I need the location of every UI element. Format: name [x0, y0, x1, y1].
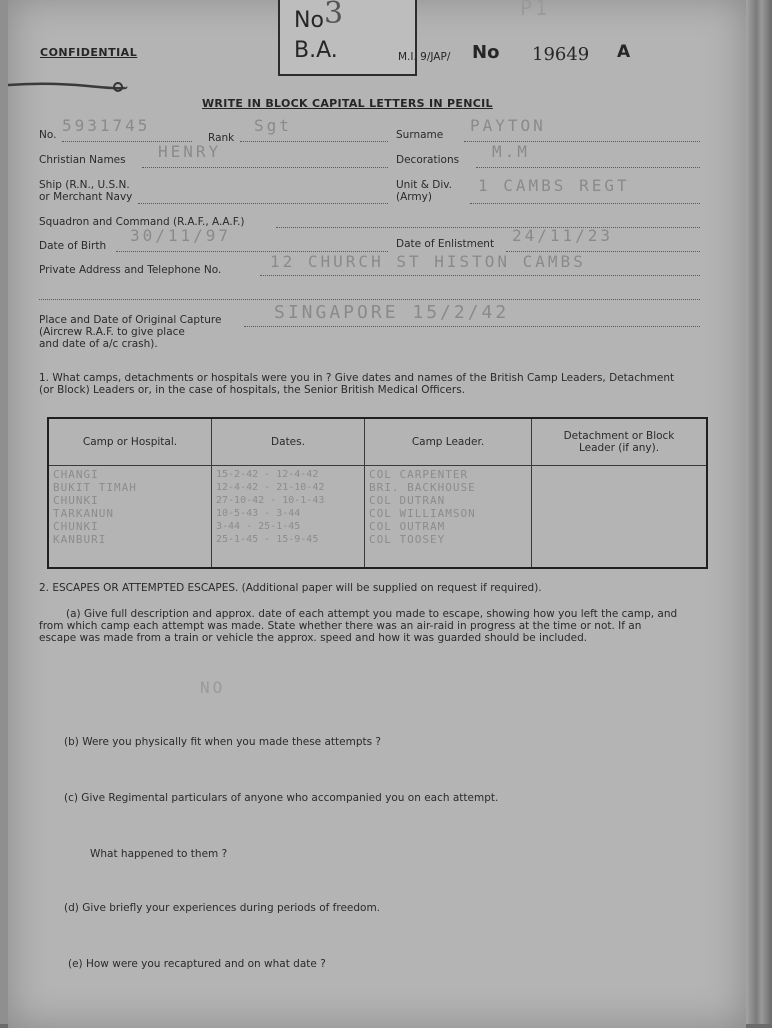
decorations-label: Decorations: [396, 154, 460, 166]
q2d-text: (d) Give briefly your experiences during periods of freedom.: [64, 902, 381, 914]
col-dates: Dates.: [212, 418, 365, 466]
camps-table-header: [48, 418, 707, 466]
capture-value: SINGAPORE 15/2/42: [274, 302, 510, 323]
instruction-heading: WRITE IN BLOCK CAPITAL LETTERS IN PENCIL: [202, 97, 493, 110]
camps-table: [47, 417, 708, 569]
stacked-pages-edge: [746, 0, 772, 1024]
unit-label-line1: Unit & Div.: [396, 179, 452, 191]
leader-row-2: BRI. BACKHOUSE: [369, 481, 476, 494]
stamp-number: 3: [324, 0, 344, 31]
dob-value: 30/11/97: [130, 226, 232, 245]
serial-number: 19649: [532, 44, 590, 65]
leader-row-3: COL DUTRAN: [369, 494, 446, 507]
col-camp: Camp or Hospital.: [48, 418, 212, 466]
leader-row-1: COL CARPENTER: [369, 468, 469, 481]
rank-value: Sgt: [254, 116, 292, 135]
col-detachment-leader-line1: Detachment or Block: [563, 430, 675, 442]
pencil-mark-top: P1: [520, 0, 551, 20]
file-stamp: [278, 0, 417, 76]
q2a-line1: (a) Give full description and approx. date of each attempt you made to escape, showing how you left the camp, and: [66, 608, 678, 620]
christian-names-value: HENRY: [158, 142, 222, 161]
decorations-value: M.M: [492, 142, 530, 161]
dates-row-6: 25-1-45 - 15-9-45: [216, 534, 319, 545]
ship-label-line2: or Merchant Navy: [39, 191, 133, 203]
camp-row-4: TARKANUN: [53, 507, 114, 520]
leader-row-4: COL WILLIAMSON: [369, 507, 476, 520]
dates-row-5: 3-44 - 25-1-45: [216, 521, 301, 532]
detachment-cell: [532, 466, 708, 569]
q2b-text: (b) Were you physically fit when you made these attempts ?: [64, 736, 381, 748]
camp-row-1: CHANGI: [53, 468, 99, 481]
dates-row-2: 12-4-42 - 21-10-42: [216, 482, 325, 493]
surname-value: PAYTON: [470, 116, 546, 135]
address-value: 12 CHURCH ST HISTON CAMBS: [270, 252, 586, 271]
address-label: Private Address and Telephone No.: [39, 264, 222, 276]
camp-row-3: CHUNKI: [53, 494, 99, 507]
enlistment-value: 24/11/23: [512, 226, 614, 245]
camp-row-5: CHUNKI: [53, 520, 99, 533]
form-reference: M.I. 9/JAP/: [398, 51, 451, 63]
q2c-text: (c) Give Regimental particulars of anyone who accompanied you on each attempt.: [64, 792, 499, 804]
leader-row-5: COL OUTRAM: [369, 520, 446, 533]
col-detachment-leader-line2: Leader (if any).: [578, 442, 660, 454]
page-edge-left: [0, 0, 8, 1024]
dates-cell: [212, 466, 365, 569]
unit-value: 1 CAMBS REGT: [478, 176, 630, 195]
dob-label: Date of Birth: [39, 240, 107, 252]
enlistment-label: Date of Enlistment: [396, 238, 495, 250]
q1-text-line1: 1. What camps, detachments or hospitals were you in ? Give dates and names of the British Camp Leaders, Detachment: [39, 372, 675, 384]
string-tie: [8, 80, 138, 92]
dates-row-3: 27-10-42 - 10-1-43: [216, 495, 325, 506]
rank-label: Rank: [208, 132, 235, 144]
capture-label-line3: and date of a/c crash).: [39, 338, 158, 350]
christian-names-label: Christian Names: [39, 154, 126, 166]
no-value: 5931745: [62, 116, 151, 135]
leader-cell: [365, 466, 532, 569]
surname-label: Surname: [396, 129, 444, 141]
q2a-line2: from which camp each attempt was made. State whether there was an air-raid in progress at the time or not. If an: [39, 620, 642, 632]
q2a-answer: NO: [200, 678, 226, 697]
camps-table-body: [48, 466, 707, 569]
number-label: No: [472, 42, 500, 63]
q1-text-line2: (or Block) Leaders or, in the case of hospitals, the Senior British Medical Officers.: [39, 384, 466, 396]
dates-row-4: 10-5-43 - 3-44: [216, 508, 301, 519]
dates-row-1: 15-2-42 - 12-4-42: [216, 469, 319, 480]
q2c-followup: What happened to them ?: [90, 848, 228, 860]
stamp-ba: B.A.: [294, 38, 338, 63]
no-label: No.: [39, 129, 57, 141]
ship-label-line1: Ship (R.N., U.S.N.: [39, 179, 130, 191]
col-detachment-leader: [532, 418, 708, 466]
q2a-line3: escape was made from a train or vehicle the approx. speed and how it was guarded should be included.: [39, 632, 588, 644]
confidential-label: CONFIDENTIAL: [40, 46, 138, 59]
camp-row-6: KANBURI: [53, 533, 107, 546]
camp-row-2: BUKIT TIMAH: [53, 481, 137, 494]
camp-cell: [48, 466, 212, 569]
q2-heading: 2. ESCAPES OR ATTEMPTED ESCAPES. (Additional paper will be supplied on request if required).: [39, 582, 542, 594]
unit-label-line2: (Army): [396, 191, 432, 203]
q2e-text: (e) How were you recaptured and on what date ?: [68, 958, 326, 970]
col-camp-leader: Camp Leader.: [365, 418, 532, 466]
leader-row-6: COL TOOSEY: [369, 533, 446, 546]
serial-suffix: A: [617, 42, 631, 62]
stamp-no: No: [294, 8, 324, 33]
capture-label-line2: (Aircrew R.A.F. to give place: [39, 326, 185, 338]
form-page: [8, 0, 746, 1028]
capture-label-line1: Place and Date of Original Capture: [39, 314, 222, 326]
squadron-label: Squadron and Command (R.A.F., A.A.F.): [39, 216, 245, 228]
